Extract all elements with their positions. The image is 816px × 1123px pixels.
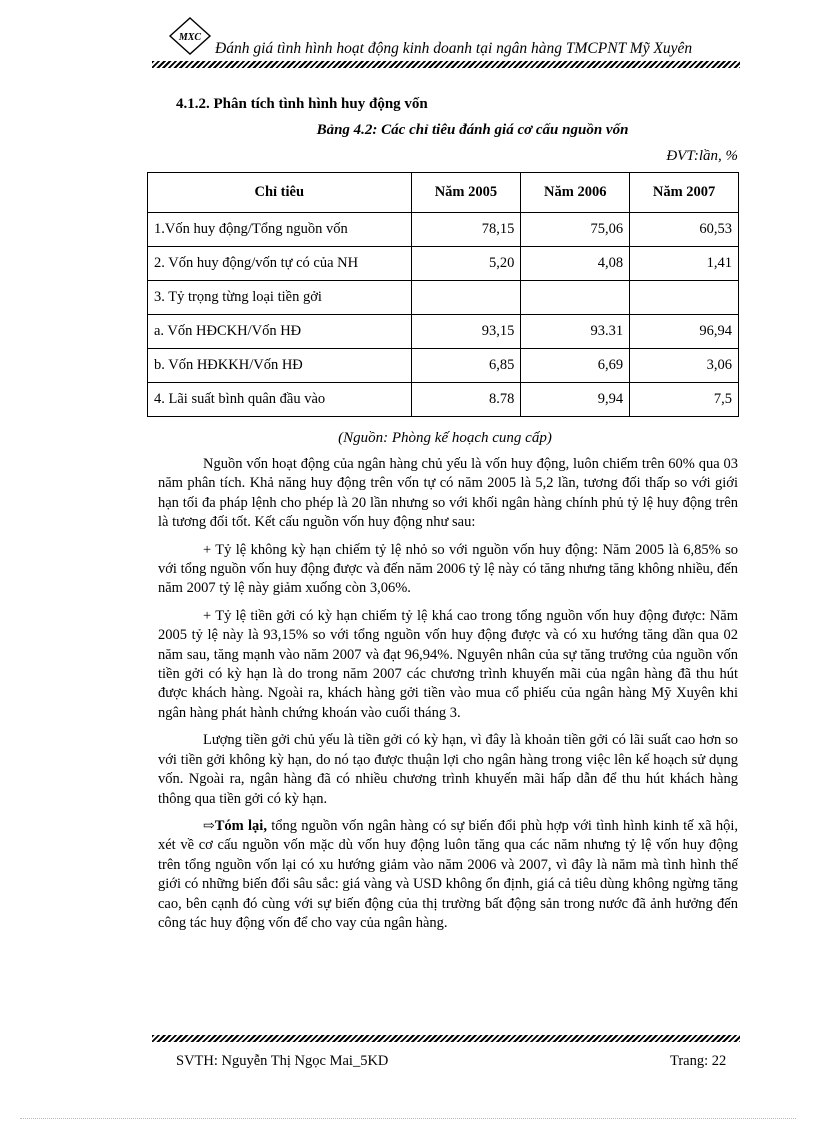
arrow-right-icon: ⇨	[203, 818, 215, 834]
table-source: (Nguồn: Phòng kế hoạch cung cấp)	[338, 430, 552, 446]
cell-value: 5,20	[411, 247, 521, 281]
row-label: b. Vốn HĐKKH/Vốn HĐ	[148, 349, 412, 383]
cell-value: 1,41	[630, 247, 739, 281]
table-caption: Bảng 4.2: Các chỉ tiêu đánh giá cơ cấu nguồn vốn	[316, 122, 629, 138]
cell-value	[411, 281, 521, 315]
bank-logo	[168, 16, 212, 56]
footer-page-number: Trang: 22	[670, 1053, 727, 1069]
header-indicator: Chỉ tiêu	[148, 173, 412, 213]
row-label: a. Vốn HĐCKH/Vốn HĐ	[148, 315, 412, 349]
cell-value: 4,08	[521, 247, 630, 281]
table-row	[148, 213, 739, 247]
cell-value: 8.78	[411, 383, 521, 417]
header-divider	[152, 61, 740, 68]
cell-value: 78,15	[411, 213, 521, 247]
cell-value: 93,15	[411, 315, 521, 349]
cell-value	[630, 281, 739, 315]
footer-author: SVTH: Nguyễn Thị Ngọc Mai_5KD	[176, 1053, 389, 1069]
cell-value: 6,69	[521, 349, 630, 383]
cell-value: 7,5	[630, 383, 739, 417]
body-text	[158, 455, 738, 941]
logo-text: MXC	[178, 32, 202, 43]
cell-value	[521, 281, 630, 315]
cell-value: 9,94	[521, 383, 630, 417]
cell-value: 96,94	[630, 315, 739, 349]
unit-label: ĐVT:lần, %	[666, 148, 738, 164]
table-row	[148, 281, 739, 315]
header-2005: Năm 2005	[411, 173, 521, 213]
header-title: Đánh giá tình hình hoạt động kinh doanh tại ngân hàng TMCPNT Mỹ Xuyên	[215, 40, 693, 57]
section-heading: 4.1.2. Phân tích tình hình huy động vốn	[176, 96, 428, 112]
cell-value: 6,85	[411, 349, 521, 383]
table-row	[148, 247, 739, 281]
paragraph: + Tỷ lệ không kỳ hạn chiếm tỷ lệ nhỏ so với nguồn vốn huy động: Năm 2005 là 6,85% so với tổng nguồn vốn huy động được và đến năm 2006 tỷ lệ này có tăng nhưng tăng không nhiều, đến năm 2007 tỷ lệ này giảm xuống còn 3,06%.	[158, 541, 738, 597]
cell-value: 93.31	[521, 315, 630, 349]
footer-divider	[152, 1035, 740, 1042]
paragraph: + Tỷ lệ tiền gởi có kỳ hạn chiếm tỷ lệ khá cao trong tổng nguồn vốn huy động được: Năm 2005 tỷ lệ này là 93,15% so với tổng nguồn vốn huy động được và có xu hướng tăng dần qua 02 năm sau, tăng mạnh vào năm 2007 và đạt 96,94%. Nguyên nhân của sự tăng trưởng của nguồn vốn tiền gởi có kỳ hạn là do trong năm 2007 các chương trình khuyến mãi của ngân hàng đã thu hút được khách hàng. Ngoài ra, khách hàng gởi tiền vào mua cổ phiếu của ngân hàng Mỹ Xuyên khi ngân hàng phát hành chứng khoán vào cuối tháng 3.	[158, 607, 738, 721]
table-header-row	[148, 173, 739, 213]
cell-value: 3,06	[630, 349, 739, 383]
table-row	[148, 315, 739, 349]
capital-structure-table	[147, 172, 739, 417]
header-2006: Năm 2006	[521, 173, 630, 213]
page-edge	[20, 1118, 796, 1119]
row-label: 2. Vốn huy động/vốn tự có của NH	[148, 247, 412, 281]
cell-value: 75,06	[521, 213, 630, 247]
header-2007: Năm 2007	[630, 173, 739, 213]
cell-value: 60,53	[630, 213, 739, 247]
table-row	[148, 383, 739, 417]
row-label: 4. Lãi suất bình quân đầu vào	[148, 383, 412, 417]
row-label: 1.Vốn huy động/Tổng nguồn vốn	[148, 213, 412, 247]
summary-text: tổng nguồn vốn ngân hàng có sự biến đổi phù hợp với tình hình kinh tế xã hội, xét về cơ cấu nguồn vốn mặc dù vốn huy động luôn tăng qua các năm nhưng tỷ lệ vốn huy động trên tổng nguồn vốn lại có xu hướng giảm vào năm 2006 và 2007, vì đây là năm mà tình hình thế giới có những biến đổi sâu sắc: giá vàng và USD không ổn định, giá cả tiêu dùng không ngừng tăng cao, bên cạnh đó cùng với sự biến động của thị trường bất động sản trong nước đã ảnh hưởng đến công tác huy động vốn để cho vay của ngân hàng.	[158, 817, 738, 931]
row-label: 3. Tỷ trọng từng loại tiền gởi	[148, 281, 412, 315]
table-row	[148, 349, 739, 383]
paragraph: Lượng tiền gởi chủ yếu là tiền gởi có kỳ hạn, vì đây là khoản tiền gởi có lãi suất cao hơn so với tiền gởi không kỳ hạn, do nó tạo được thuận lợi cho ngân hàng trong việc lên kế hoạch sử dụng vốn. Ngoài ra, ngân hàng đã có nhiều chương trình khuyến mãi hấp dẫn để thu hút khách hàng thông qua tiền gởi có kỳ hạn.	[158, 732, 738, 807]
summary-lead: Tóm lại,	[214, 817, 267, 834]
paragraph-summary	[158, 817, 738, 933]
paragraph: Nguồn vốn hoạt động của ngân hàng chủ yếu là vốn huy động, luôn chiếm trên 60% qua 03 năm phân tích. Khả năng huy động trên vốn tự có năm 2005 là 5,2 lần, tương đối thấp so với giới hạn tối đa pháp lệnh cho phép là 20 lần nhưng so với khối ngân hàng chính phủ tỷ lệ huy động trên là tương đối tốt. Kết cấu nguồn vốn huy động như sau:	[158, 456, 738, 531]
